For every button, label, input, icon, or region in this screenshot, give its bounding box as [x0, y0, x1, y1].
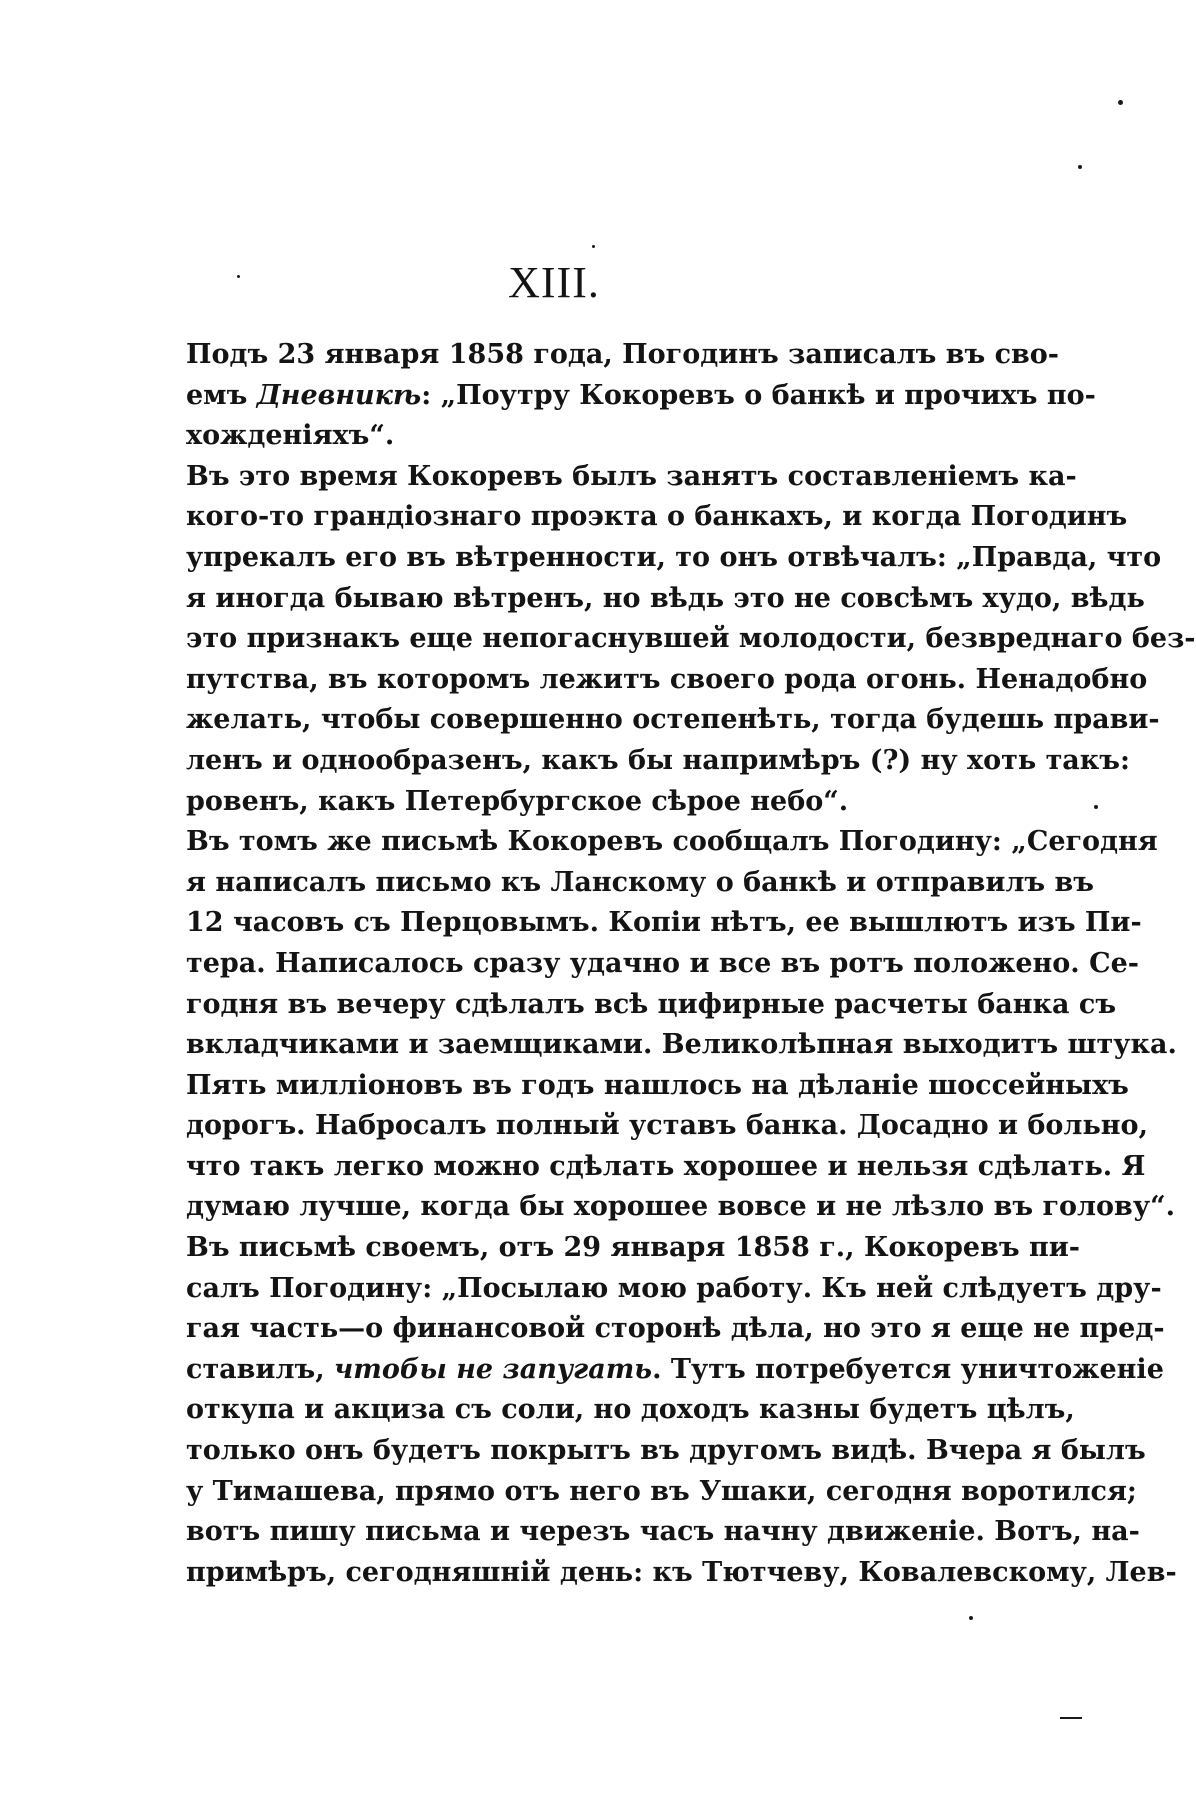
- paragraph: [186, 457, 1196, 822]
- text-line: годня въ вечеру сдѣлалъ всѣ цифирные расчеты банка съ: [186, 988, 1117, 1020]
- text-line: тера. Написалось сразу удачно и все въ ротъ положено. Се-: [186, 947, 1139, 979]
- scan-speck: [592, 245, 595, 248]
- text-line: вкладчиками и заемщиками. Великолѣпная выходитъ штука.: [186, 1029, 1177, 1061]
- text-line: ровенъ, какъ Петербургское сѣрое небо“.: [186, 785, 849, 817]
- text-line: вотъ пишу письма и черезъ часъ начну движеніе. Вотъ, на-: [186, 1516, 1140, 1548]
- text-line: Въ это время Кокоревъ былъ занятъ составленіемъ ка-: [186, 460, 1077, 492]
- text-line: желать, чтобы совершенно остепенѣть, тогда будешь прави-: [186, 704, 1160, 736]
- text-segment: : „Поутру Кокоревъ о банкѣ и прочихъ по-: [421, 379, 1096, 411]
- text-line: примѣръ, сегодняшній день: къ Тютчеву, Ковалевскому, Лев-: [186, 1556, 1177, 1588]
- scan-speck: [237, 275, 240, 278]
- text-line: 12 часовъ съ Перцовымъ. Копіи нѣтъ, ее вышлютъ изъ Пи-: [186, 907, 1142, 939]
- chapter-heading: XIII.: [508, 258, 600, 307]
- text-line: [186, 1350, 1164, 1391]
- text-line: Пять милліоновъ въ годъ нашлось на дѣланіе шоссейныхъ: [186, 1069, 1129, 1101]
- text-line: думаю лучше, когда бы хорошее вовсе и не лѣзло въ голову“.: [186, 1191, 1176, 1223]
- text-line: Въ томъ же письмѣ Кокоревъ сообщалъ Погодину: „Сегодня: [186, 826, 1158, 858]
- body-text: [186, 335, 1196, 1593]
- text-line: откупа и акциза съ соли, но доходъ казны будетъ цѣлъ,: [186, 1394, 1075, 1426]
- paragraph: [186, 335, 1096, 457]
- scan-speck: [1078, 165, 1082, 169]
- text-line: у Тимашева, прямо отъ него въ Ушаки, сегодня воротился;: [186, 1475, 1137, 1507]
- text-line: кого-то грандіознаго проэкта о банкахъ, и когда Погодинъ: [186, 501, 1128, 533]
- text-line: гая часть—о финансовой сторонѣ дѣла, но это я еще не пред-: [186, 1313, 1165, 1345]
- text-segment: емъ: [186, 379, 257, 411]
- text-line: Въ письмѣ своемъ, отъ 29 января 1858 г., Кокоревъ пи-: [186, 1232, 1080, 1264]
- text-line: я иногда бываю вѣтренъ, но вѣдь это не совсѣмъ худо, вѣдь: [186, 582, 1145, 614]
- text-segment: чтобы не запугать: [334, 1353, 653, 1385]
- text-line: хожденіяхъ“.: [186, 420, 395, 452]
- text-line: упрекалъ его въ вѣтренности, то онъ отвѣчалъ: „Правда, что: [186, 541, 1162, 573]
- scan-speck: [1118, 100, 1123, 105]
- paragraph: [186, 822, 1177, 1228]
- text-line: я написалъ письмо къ Ланскому о банкѣ и отправилъ въ: [186, 866, 1094, 898]
- scan-speck: [969, 1616, 973, 1620]
- text-line: [186, 376, 1096, 417]
- text-segment: ставилъ,: [186, 1353, 334, 1385]
- text-line: салъ Погодину: „Посылаю мою работу. Къ ней слѣдуетъ дру-: [186, 1272, 1162, 1304]
- scan-speck: [1094, 805, 1098, 809]
- text-segment: Дневникѣ: [256, 379, 422, 411]
- paragraph: [186, 1228, 1177, 1593]
- text-line: это признакъ еще непогаснувшей молодости, безвреднаго без-: [186, 623, 1196, 655]
- text-line: что такъ легко можно сдѣлать хорошее и нельзя сдѣлать. Я: [186, 1150, 1146, 1182]
- text-segment: . Тутъ потребуется уничтоженіе: [652, 1353, 1164, 1385]
- text-line: Подъ 23 января 1858 года, Погодинъ записалъ въ сво-: [186, 339, 1060, 370]
- text-line: ленъ и однообразенъ, какъ бы напримѣръ (?) ну хоть такъ:: [186, 744, 1130, 776]
- text-line: только онъ будетъ покрытъ въ другомъ видѣ. Вчера я былъ: [186, 1435, 1146, 1467]
- text-line: дорогъ. Набросалъ полный уставъ банка. Досадно и больно,: [186, 1110, 1148, 1142]
- text-line: путства, въ которомъ лежитъ своего рода огонь. Ненадобно: [186, 663, 1148, 695]
- scan-mark: [1060, 1717, 1082, 1719]
